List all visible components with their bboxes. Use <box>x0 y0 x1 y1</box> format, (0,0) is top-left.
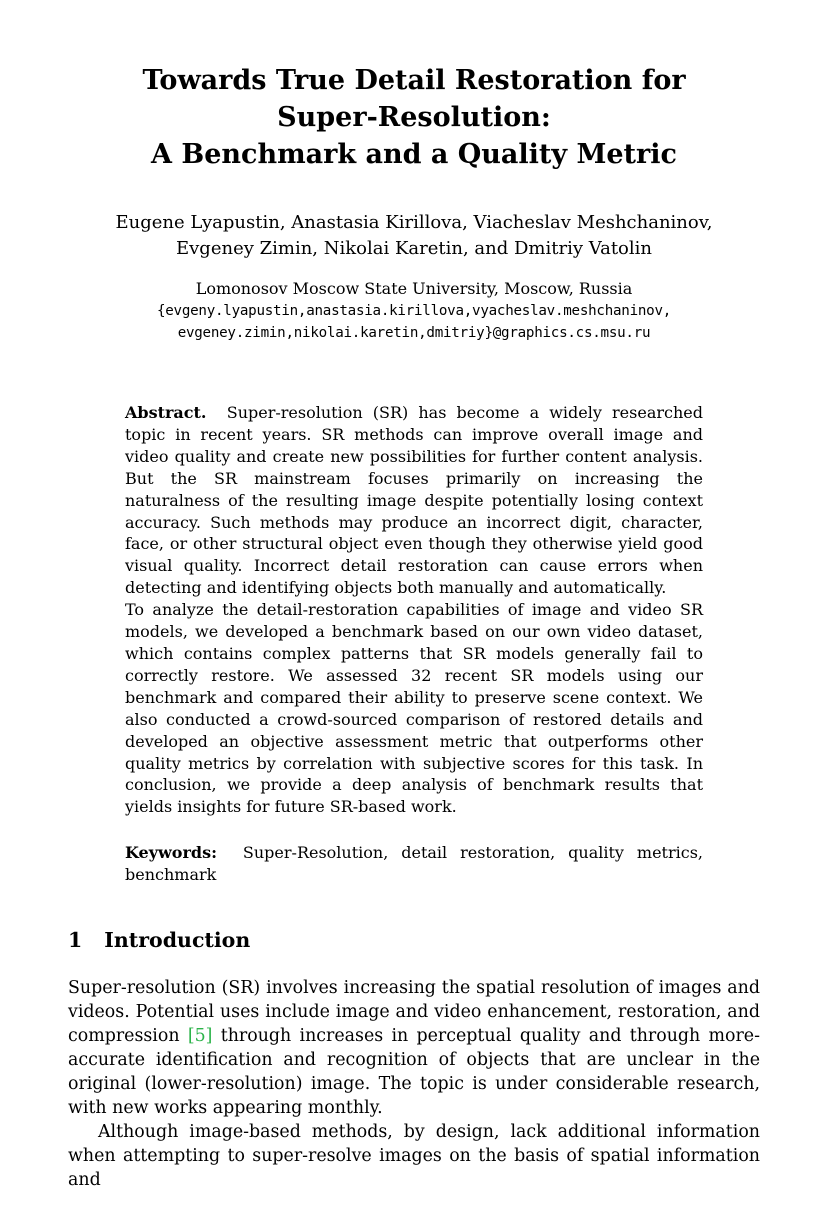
email-line: evgeney.zimin,nikolai.karetin,dmitriy}@graphics.cs.msu.ru <box>177 325 651 341</box>
body-text: through increases in perceptual quality and through more-accurate identification and recognition of objects that are unclear in the original (lower-resolution) image. The topic is under considerable research, with new works appearing monthly. <box>68 1026 760 1118</box>
abstract <box>125 402 703 818</box>
title-line: Towards True Detail Restoration for <box>142 65 686 96</box>
title-line: Super-Resolution: <box>277 102 551 133</box>
body-text: Super-resolution (SR) involves increasing the spatial resolution of images and videos. Potential uses include image and video enhancement, restoration, and compression <box>68 978 760 1046</box>
section-title: Introduction <box>104 928 251 952</box>
email-line: {evgeny.lyapustin,anastasia.kirillova,vyacheslav.meshchaninov, <box>156 303 672 319</box>
paper-title <box>60 62 768 173</box>
abstract-label: Abstract. <box>125 403 207 422</box>
keywords-text: Super-Resolution, detail restoration, quality metrics, benchmark <box>125 843 704 884</box>
author-line: Eugene Lyapustin, Anastasia Kirillova, Viacheslav Meshchaninov, <box>115 212 713 233</box>
author-list <box>60 210 768 262</box>
abstract-paragraph <box>125 402 703 599</box>
section-heading <box>68 926 760 954</box>
body-paragraph <box>68 976 760 1120</box>
keywords <box>125 842 703 886</box>
abstract-paragraph: To analyze the detail-restoration capabilities of image and video SR models, we developed a benchmark based on our own video dataset, which contains complex patterns that SR models generally fail to correctly restore. We assessed 32 recent SR models using our benchmark and compared their ability to preserve scene context. We also conducted a crowd-sourced comparison of restored details and developed an objective assessment metric that outperforms other quality metrics by correlation with subjective scores for this task. In conclusion, we provide a deep analysis of benchmark results that yields insights for future SR-based work. <box>125 600 703 817</box>
section-body <box>68 976 760 1192</box>
citation-link[interactable]: [5] <box>187 1026 213 1046</box>
section-number: 1 <box>68 928 83 952</box>
keywords-label: Keywords: <box>125 843 218 862</box>
author-line: Evgeney Zimin, Nikolai Karetin, and Dmitriy Vatolin <box>176 238 652 259</box>
body-paragraph: Although image-based methods, by design, lack additional information when attempting to super-resolve images on the basis of spatial information and <box>68 1122 760 1190</box>
affiliation: Lomonosov Moscow State University, Moscow, Russia <box>195 279 633 298</box>
title-line: A Benchmark and a Quality Metric <box>151 139 677 170</box>
abstract-text: Super-resolution (SR) has become a widely researched topic in recent years. SR methods can improve overall image and video quality and create new possibilities for further content analysis. But the SR mainstream focuses primarily on increasing the naturalness of the resulting image despite potentially losing context accuracy. Such methods may produce an incorrect digit, character, face, or other structural object even though they otherwise yield good visual quality. Incorrect detail restoration can cause errors when detecting and identifying objects both manually and automatically. <box>125 403 703 598</box>
affiliation-block <box>60 278 768 344</box>
